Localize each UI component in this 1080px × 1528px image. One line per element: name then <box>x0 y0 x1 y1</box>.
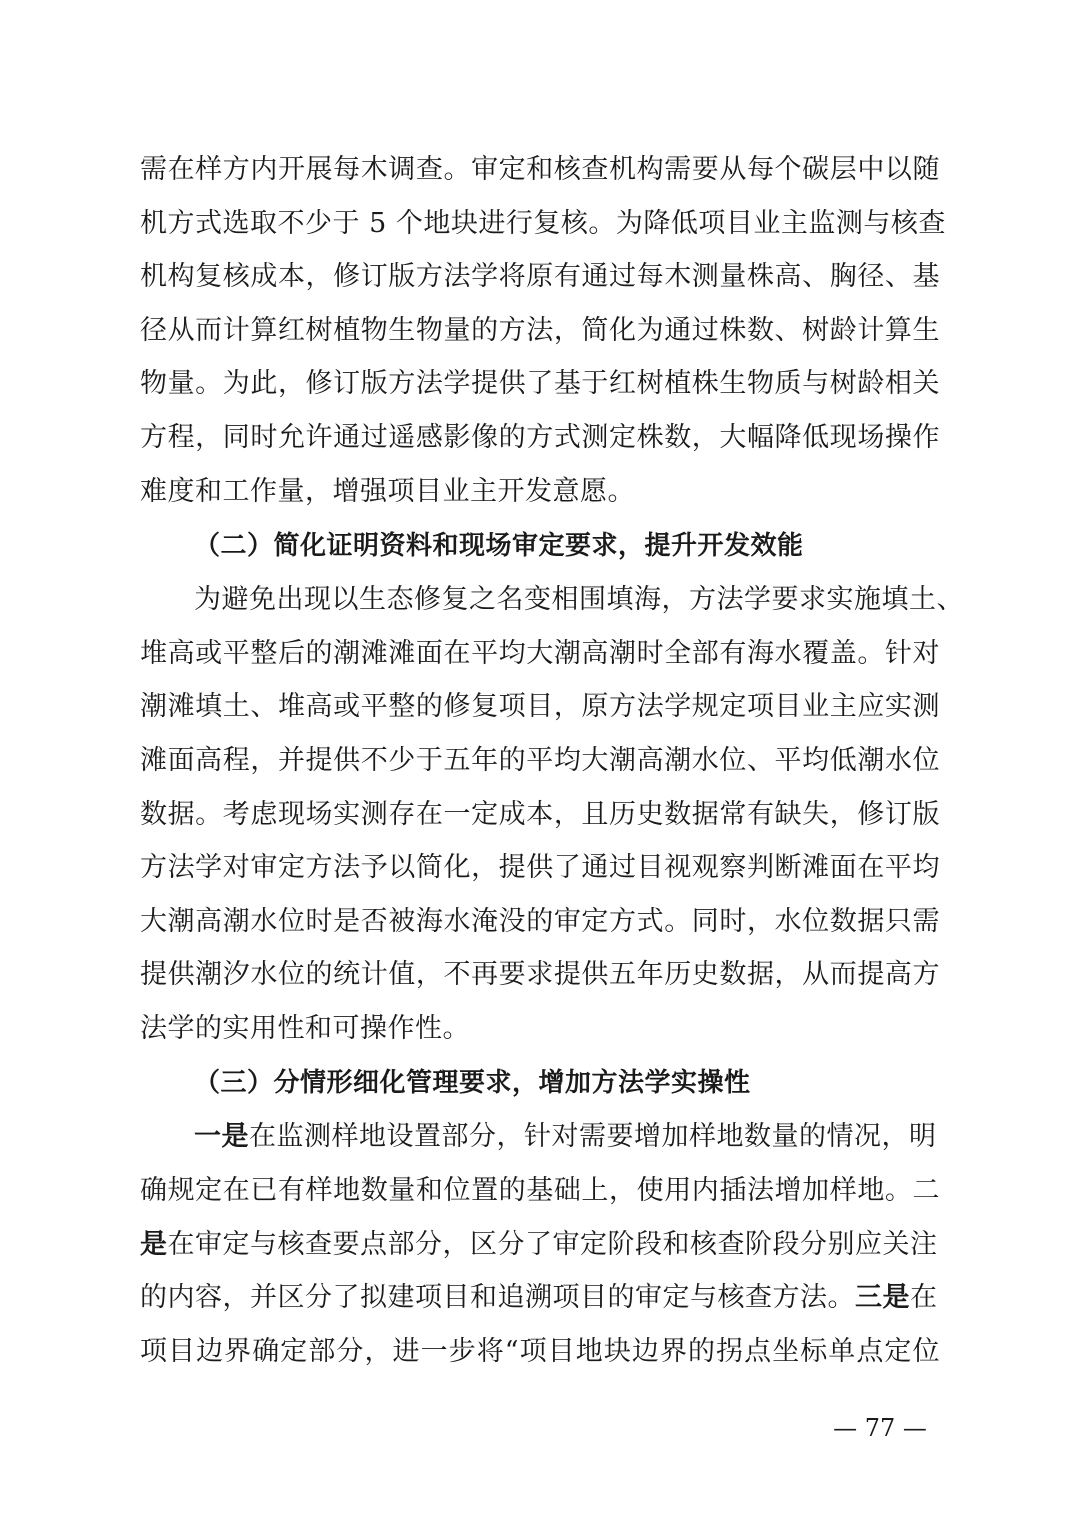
paragraph-line: 提供潮汐水位的统计值，不再要求提供五年历史数据，从而提高方 <box>140 959 940 990</box>
paragraph-line: 方法学对审定方法予以简化，提供了通过目视观察判断滩面在平均 <box>140 852 940 883</box>
paragraph-line: 法学的实用性和可操作性。 <box>140 1013 470 1044</box>
paragraph-line <box>194 1111 940 1163</box>
emphasis-text: 三是 <box>855 1282 910 1313</box>
emphasis-text: 是 <box>140 1229 168 1260</box>
paragraph-line: 物量。为此，修订版方法学提供了基于红树植株生物质与树龄相关 <box>140 368 940 399</box>
paragraph-line: 滩面高程，并提供不少于五年的平均大潮高潮水位、平均低潮水位 <box>140 745 940 776</box>
paragraph-text: 在 <box>910 1282 938 1313</box>
paragraph-line: 大潮高潮水位时是否被海水淹没的审定方式。同时，水位数据只需 <box>140 906 940 937</box>
paragraph-text: 在审定与核查要点部分，区分了审定阶段和核查阶段分别应关注 <box>167 1229 938 1260</box>
paragraph-line: 需在样方内开展每木调查。审定和核查机构需要从每个碳层中以随 <box>140 154 940 185</box>
paragraph-line: 确规定在已有样地数量和位置的基础上，使用内插法增加样地。二 <box>140 1175 940 1206</box>
paragraph-line: 项目边界确定部分，进一步将“项目地块边界的拐点坐标单点定位 <box>140 1336 940 1367</box>
paragraph-line <box>140 1219 940 1271</box>
paragraph-text: 的内容，并区分了拟建项目和追溯项目的审定与核查方法。 <box>140 1282 855 1313</box>
emphasis-text: 一是 <box>194 1121 249 1152</box>
paragraph-line: 机构复核成本，修订版方法学将原有通过每木测量株高、胸径、基 <box>140 261 940 292</box>
paragraph-line: 径从而计算红树植物生物量的方法，简化为通过株数、树龄计算生 <box>140 315 940 346</box>
paragraph-line: 潮滩填土、堆高或平整的修复项目，原方法学规定项目业主应实测 <box>140 691 940 722</box>
paragraph-line <box>140 1272 940 1324</box>
paragraph-line: 堆高或平整后的潮滩滩面在平均大潮高潮时全部有海水覆盖。针对 <box>140 638 940 669</box>
paragraph-line: 难度和工作量，增强项目业主开发意愿。 <box>140 476 635 507</box>
section-heading: （三）分情形细化管理要求，增加方法学实操性 <box>194 1068 751 1098</box>
paragraph-line: 机方式选取不少于 5 个地块进行复核。为降低项目业主监测与核查 <box>140 208 946 239</box>
page-number: — 77 — <box>833 1414 927 1442</box>
paragraph-text: 在监测样地设置部分，针对需要增加样地数量的情况，明 <box>249 1121 937 1152</box>
paragraph-line: 数据。考虑现场实测存在一定成本，且历史数据常有缺失，修订版 <box>140 799 940 830</box>
section-heading: （二）简化证明资料和现场审定要求，提升开发效能 <box>194 531 804 561</box>
paragraph-line: 方程，同时允许通过遥感影像的方式测定株数，大幅降低现场操作 <box>140 422 940 453</box>
paragraph-line: 为避免出现以生态修复之名变相围填海，方法学要求实施填土、 <box>194 584 964 615</box>
